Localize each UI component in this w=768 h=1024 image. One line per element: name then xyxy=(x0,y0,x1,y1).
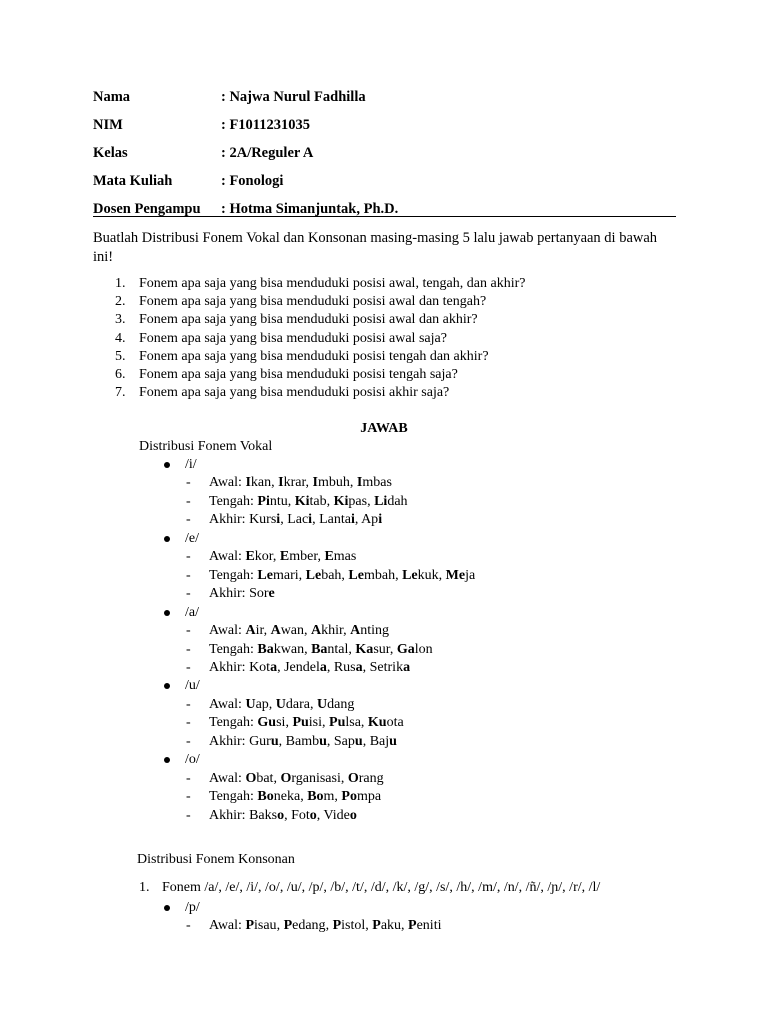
vokal-position-row xyxy=(209,659,410,677)
question-number: 7. xyxy=(115,385,126,401)
word: Lebah xyxy=(305,567,342,583)
word: Emas xyxy=(324,549,357,565)
vokal-dash-icon: - xyxy=(186,770,191,786)
konsonan-item-number: 1. xyxy=(139,880,150,895)
word: Jendela xyxy=(284,659,327,675)
word: Sapu xyxy=(333,733,363,749)
word: Puisi xyxy=(292,715,323,731)
position-label: Tengah: xyxy=(209,641,258,657)
question-text: Fonem apa saja yang bisa menduduki posisi awal, tengah, dan akhir? xyxy=(139,276,526,291)
question-number: 2. xyxy=(115,294,126,310)
info-value: : 2A/Reguler A xyxy=(221,145,314,161)
position-label: Akhir: xyxy=(209,659,250,675)
konsonan-bullet-icon xyxy=(164,905,170,911)
word: Sore xyxy=(249,586,275,602)
example-words: Ekor, Ember, Emas xyxy=(245,549,357,565)
instruction-text: Buatlah Distribusi Fonem Vokal dan Konsonan masing-masing 5 lalu jawab pertanyaan di bawah ini! xyxy=(93,230,658,265)
word: Organisasi xyxy=(280,770,341,786)
word: Kitab xyxy=(294,493,327,509)
vokal-dash-icon: - xyxy=(186,567,191,583)
vokal-dash-icon: - xyxy=(186,807,191,823)
word: Pedang xyxy=(283,918,326,934)
example-words: Uap, Udara, Udang xyxy=(245,696,355,712)
word: Bakso xyxy=(249,807,285,823)
vokal-position-row xyxy=(209,511,382,529)
example-words: Pisau, Pedang, Pistol, Paku, Peniti xyxy=(245,918,442,934)
info-value: : Fonologi xyxy=(221,173,284,189)
word: Lantai xyxy=(319,512,355,528)
word: Akhir xyxy=(311,623,344,639)
info-value: : F1011231035 xyxy=(221,117,311,133)
question-number: 6. xyxy=(115,367,126,382)
position-label: Tengah: xyxy=(209,493,258,509)
position-label: Akhir: xyxy=(209,512,250,528)
konsonan-dash-icon: - xyxy=(186,918,191,934)
word: Orang xyxy=(347,770,384,786)
vokal-phoneme: /e/ xyxy=(185,530,199,546)
question-number: 3. xyxy=(115,312,126,328)
word: Ember xyxy=(279,549,318,565)
vokal-dash-icon: - xyxy=(186,549,191,565)
question-number: 5. xyxy=(115,348,126,364)
info-label: Nama xyxy=(93,89,131,105)
question-item xyxy=(115,366,675,384)
vokal-dash-icon: - xyxy=(186,623,191,639)
konsonan-item-text: Fonem /a/, /e/, /i/, /o/, /u/, /p/, /b/, /t/, /d/, /k/, /g/, /s/, /h/, /m/, /n/, /ñ/, /ɲ/, /r/, /l/ xyxy=(162,880,601,895)
position-label: Tengah: xyxy=(209,567,258,583)
vokal-position-row xyxy=(209,474,392,492)
example-words: Kota, Jendela, Rusa, Setrika xyxy=(249,659,411,675)
example-words: Lemari, Lebah, Lembah, Lekuk, Meja xyxy=(257,567,476,583)
vokal-position-row xyxy=(209,733,397,751)
position-label: Awal: xyxy=(209,696,246,712)
word: Air xyxy=(245,623,264,639)
vokal-position-row xyxy=(209,641,433,659)
vokal-position-row xyxy=(209,696,354,714)
konsonan-list-item xyxy=(139,879,600,897)
word: Ekor xyxy=(245,549,273,565)
word: Setrika xyxy=(369,659,411,675)
vokal-dash-icon: - xyxy=(186,733,191,749)
word: Lembah xyxy=(348,567,396,583)
vokal-position-row xyxy=(209,567,475,585)
question-text: Fonem apa saja yang bisa menduduki posisi awal saja? xyxy=(139,330,447,346)
position-label: Akhir: xyxy=(209,807,250,823)
question-number: 1. xyxy=(115,276,126,291)
info-label: Kelas xyxy=(93,145,128,161)
word: Bakwan xyxy=(257,641,305,657)
info-value: : Hotma Simanjuntak, Ph.D. xyxy=(221,201,399,217)
word: Pisau xyxy=(245,918,277,934)
question-text: Fonem apa saja yang bisa menduduki posisi tengah dan akhir? xyxy=(139,348,489,364)
example-words: Boneka, Bom, Pompa xyxy=(257,789,382,805)
word: Guru xyxy=(249,733,279,749)
vokal-bullet-icon xyxy=(164,536,170,542)
word: Galon xyxy=(396,641,433,657)
position-label: Awal: xyxy=(209,623,246,639)
position-label: Awal: xyxy=(209,918,246,934)
vokal-dash-icon: - xyxy=(186,641,191,657)
position-label: Awal: xyxy=(209,549,246,565)
word: Kursi xyxy=(249,512,281,528)
vokal-section-title: Distribusi Fonem Vokal xyxy=(139,439,273,454)
word: Imbas xyxy=(356,475,392,491)
info-label: Mata Kuliah xyxy=(93,173,173,189)
konsonan-section-title: Distribusi Fonem Konsonan xyxy=(137,852,295,867)
question-text: Fonem apa saja yang bisa menduduki posisi awal dan akhir? xyxy=(139,312,478,328)
position-label: Tengah: xyxy=(209,715,258,731)
word: Meja xyxy=(445,567,476,583)
word: Ikan xyxy=(245,475,272,491)
example-words: Guru, Bambu, Sapu, Baju xyxy=(249,733,397,749)
word: Kasur xyxy=(355,641,390,657)
word: Lemari xyxy=(257,567,299,583)
word: Foto xyxy=(291,807,317,823)
example-words: Bakso, Foto, Video xyxy=(249,807,357,823)
word: Pintu xyxy=(257,493,288,509)
question-item xyxy=(115,348,675,366)
vokal-position-row xyxy=(209,788,381,806)
vokal-position-row xyxy=(209,807,357,825)
vokal-bullet-icon xyxy=(164,462,170,468)
word: Paku xyxy=(372,918,402,934)
vokal-phoneme: /a/ xyxy=(185,604,199,620)
word: Ikrar xyxy=(278,475,306,491)
vokal-position-row xyxy=(209,714,404,732)
vokal-dash-icon: - xyxy=(186,475,191,491)
word: Bambu xyxy=(285,733,327,749)
vokal-position-row xyxy=(209,548,356,566)
vokal-dash-icon: - xyxy=(186,659,191,675)
word: Kota xyxy=(249,659,278,675)
question-item xyxy=(115,384,675,402)
vokal-dash-icon: - xyxy=(186,493,191,509)
word: Anting xyxy=(350,623,390,639)
position-label: Tengah: xyxy=(209,789,258,805)
example-words: Pintu, Kitab, Kipas, Lidah xyxy=(257,493,408,509)
word: Api xyxy=(361,512,383,528)
word: Pulsa xyxy=(329,715,361,731)
question-item xyxy=(115,275,675,293)
info-label: Dosen Pengampu xyxy=(93,201,201,217)
vokal-bullet-icon xyxy=(164,683,170,689)
example-words: Gusi, Puisi, Pulsa, Kuota xyxy=(257,715,404,731)
example-words: Ikan, Ikrar, Imbuh, Imbas xyxy=(245,475,392,491)
word: Baju xyxy=(369,733,397,749)
konsonan-phoneme: /p/ xyxy=(185,900,200,915)
question-number: 4. xyxy=(115,330,126,346)
question-text: Fonem apa saja yang bisa menduduki posisi akhir saja? xyxy=(139,385,450,401)
header-divider xyxy=(93,216,676,217)
vokal-dash-icon: - xyxy=(186,512,191,528)
question-item xyxy=(115,311,675,329)
word: Peniti xyxy=(408,918,442,934)
vokal-position-row xyxy=(209,493,408,511)
word: Boneka xyxy=(257,789,301,805)
word: Lekuk xyxy=(402,567,439,583)
konsonan-position-row xyxy=(209,917,441,935)
word: Gusi xyxy=(257,715,286,731)
vokal-phoneme: /o/ xyxy=(185,752,200,768)
word: Udara xyxy=(275,696,310,712)
word: Pistol xyxy=(332,918,366,934)
vokal-phoneme: /u/ xyxy=(185,678,200,694)
example-words: Air, Awan, Akhir, Anting xyxy=(245,623,390,639)
question-text: Fonem apa saja yang bisa menduduki posisi awal dan tengah? xyxy=(139,294,487,310)
word: Pompa xyxy=(341,789,382,805)
position-label: Awal: xyxy=(209,770,246,786)
position-label: Akhir: xyxy=(209,733,250,749)
info-label: NIM xyxy=(93,117,123,133)
vokal-dash-icon: - xyxy=(186,789,191,805)
question-text: Fonem apa saja yang bisa menduduki posisi tengah saja? xyxy=(139,367,458,382)
word: Udang xyxy=(317,696,355,712)
example-words: Bakwan, Bantal, Kasur, Galon xyxy=(257,641,433,657)
info-value: : Najwa Nurul Fadhilla xyxy=(221,89,366,105)
vokal-bullet-icon xyxy=(164,610,170,616)
word: Uap xyxy=(245,696,269,712)
question-item xyxy=(115,330,675,348)
position-label: Awal: xyxy=(209,475,246,491)
example-words xyxy=(249,586,275,601)
word: Lidah xyxy=(374,493,408,509)
word: Imbuh xyxy=(312,475,350,491)
vokal-phoneme: /i/ xyxy=(185,457,197,472)
word: Rusa xyxy=(333,659,363,675)
vokal-bullet-icon xyxy=(164,757,170,763)
word: Awan xyxy=(270,623,305,639)
vokal-dash-icon: - xyxy=(186,715,191,731)
answer-heading: JAWAB xyxy=(360,421,408,436)
vokal-position-row xyxy=(209,770,384,788)
example-words: Kursi, Laci, Lantai, Api xyxy=(249,512,383,528)
word: Laci xyxy=(287,512,313,528)
word: Obat xyxy=(245,770,274,786)
vokal-position-row xyxy=(209,585,275,603)
question-item xyxy=(115,293,675,311)
word: Bom xyxy=(307,789,335,805)
example-words: Obat, Organisasi, Orang xyxy=(245,770,384,786)
vokal-position-row xyxy=(209,622,389,640)
word: Bantal xyxy=(311,641,349,657)
position-label: Akhir: xyxy=(209,586,250,602)
word: Video xyxy=(323,807,357,823)
word: Kuota xyxy=(367,715,404,731)
vokal-dash-icon: - xyxy=(186,586,191,602)
vokal-dash-icon: - xyxy=(186,696,191,712)
word: Kipas xyxy=(333,493,368,509)
